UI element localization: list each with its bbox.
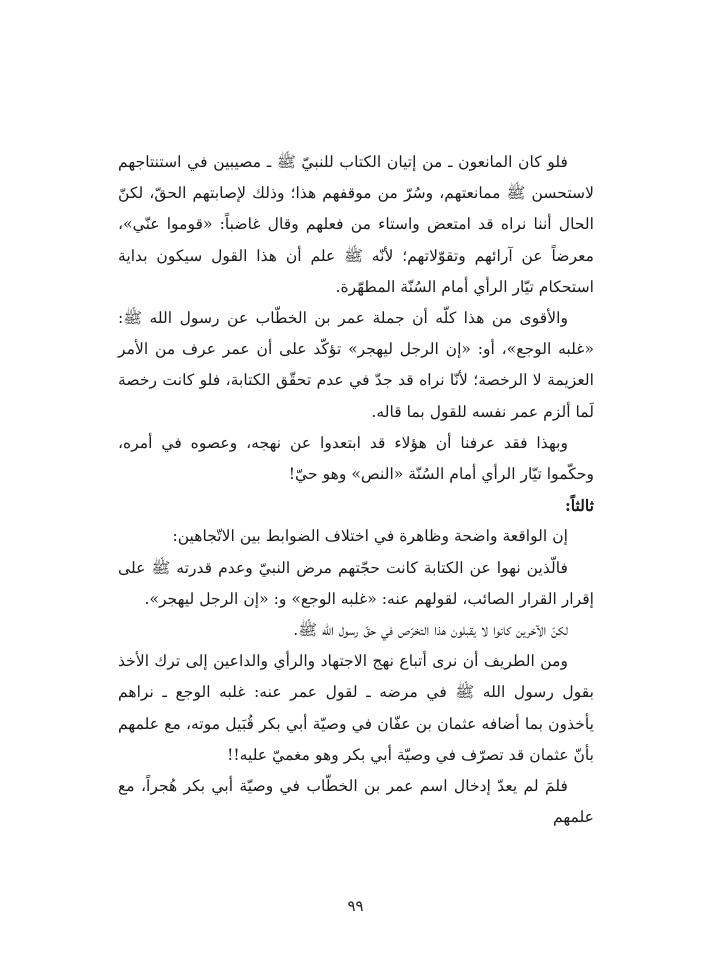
page-number: ٩٩ xyxy=(347,897,364,915)
paragraph-2: والأقوى من هذا كلّه أن جملة عمر بن الخطّاب عن رسول الله ﷺ: «غلبه الوجع»، أو: «إن الرجل ليهجر» تؤكّد على أن عمر عرف من الأمر العزيمة لا الرخصة؛ لأنّا نراه قد جدّ في عدم تحقّق الكتابة، فلو كانت رخصة لَما ألزم عمر نفسه للقول بما قاله. xyxy=(118,309,594,421)
paragraph-3: وبهذا فقد عرفنا أن هؤلاء قد ابتعدوا عن نهجه، وعصوه في أمره، وحكّموا تيّار الرأي أمام السُنّة «النص» وهو حيّ! xyxy=(118,433,594,484)
body-text xyxy=(118,147,594,833)
paragraph-4: إن الواقعة واضحة وظاهرة في اختلاف الضوابط بين الاتّجاهين: xyxy=(172,527,568,546)
paragraph-6: لكنّ الآخرين كانوا لا يقبلون هذا التخرّص في حقّ رسول الله ﷺ. xyxy=(293,621,568,640)
paragraph-1: فلو كان المانعون ـ من إتيان الكتاب للنبيّ ﷺ ـ مصيبين في استنتاجهم لاستحسن ﷺ ممانعتهم، وسُرّ من موقفهم هذا؛ وذلك لإصابتهم الحقّ، لكنّ الحال أننا نراه قد امتعض واستاء من فعلهم وقال غاضباً: «قوموا عنّي»، معرضاً عن آرائهم وتقوّلاتهم؛ لأنّه ﷺ علم أن هذا القول سيكون بداية استحكام تيّار الرأي أمام السُنّة المطهّرة. xyxy=(118,153,594,296)
section-heading: ثالثاً: xyxy=(564,496,594,516)
paragraph-5: فالّذين نهوا عن الكتابة كانت حجّتهم مرض النبيّ وعدم قدرته ﷺ على إقرار القرار الصائب، لقولهم عنه: «غلبه الوجع» و: «إن الرجل ليهجر». xyxy=(118,558,594,608)
paragraph-8: فلمَ لم يعدّ إدخال اسم عمر بن الخطّاب في وصيّة أبي بكر هُجراً، مع علمهم xyxy=(118,777,594,827)
paragraph-7: ومن الطريف أن نرى أتباع نهج الاجتهاد والرأي والداعين إلى ترك الأخذ بقول رسول الله ﷺ في مرضه ـ لقول عمر عنه: غلبه الوجع ـ نراهم يأخذون بما أضافه عثمان بن عفّان في وصيّة أبي بكر قُبَيل موته، مع علمهم بأنّ عثمان قد تصرّف في وصيّة أبي بكر وهو مغميّ عليه!! xyxy=(118,652,594,764)
